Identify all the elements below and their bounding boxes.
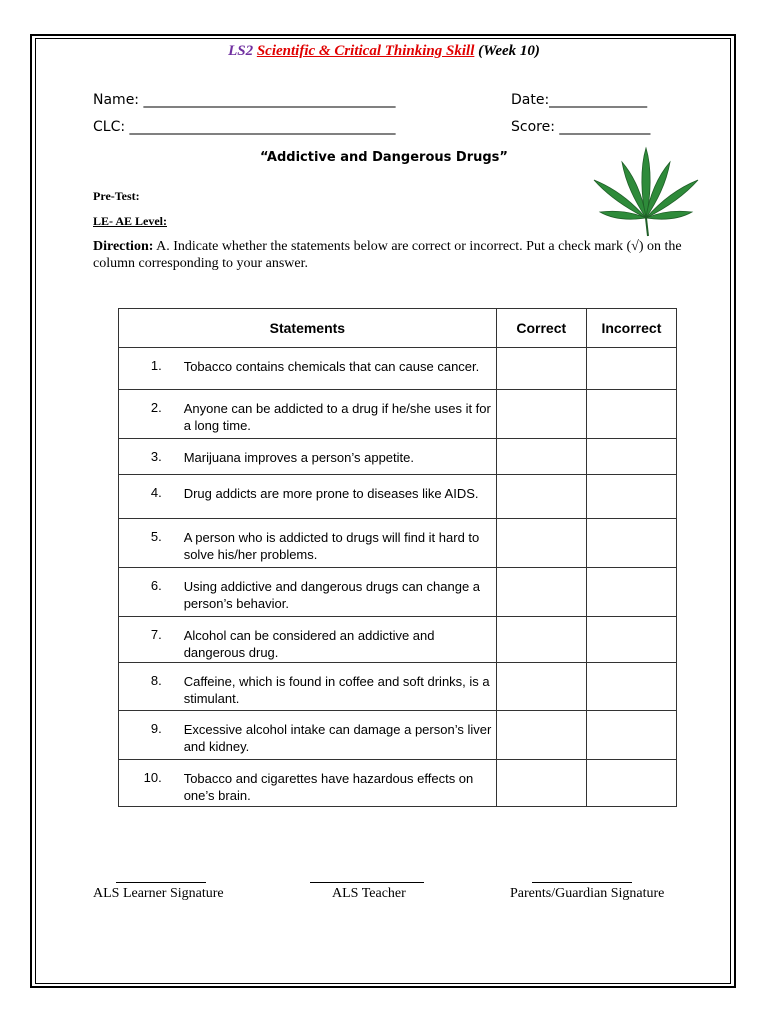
level-label: LE- AE Level: — [93, 214, 167, 228]
row-number: 8. — [119, 663, 176, 711]
parent-signature-label: Parents/Guardian Signature — [510, 886, 665, 901]
teacher-signature-label: ALS Teacher — [332, 886, 406, 901]
row-statement: Using addictive and dangerous drugs can change a person’s behavior. — [176, 568, 497, 617]
table-row — [119, 519, 677, 568]
table-row — [119, 475, 677, 519]
teacher-signature-line[interactable] — [310, 882, 424, 883]
direction-body: A. Indicate whether the statements below are correct or incorrect. Put a check mark (√) on the column corresponding to your answer. — [93, 239, 682, 271]
row-statement: Anyone can be addicted to a drug if he/she uses it for a long time. — [176, 390, 497, 439]
row-number: 6. — [119, 568, 176, 617]
table-row — [119, 348, 677, 390]
incorrect-cell[interactable] — [586, 760, 676, 807]
statements-table — [118, 308, 677, 807]
header-statements: Statements — [119, 309, 497, 348]
row-number: 7. — [119, 617, 176, 663]
direction-text — [93, 238, 705, 272]
table-row — [119, 663, 677, 711]
incorrect-cell[interactable] — [586, 568, 676, 617]
row-number: 4. — [119, 475, 176, 519]
incorrect-cell[interactable] — [586, 390, 676, 439]
worksheet-title — [0, 43, 768, 60]
table-row — [119, 711, 677, 760]
pretest-label: Pre-Test: — [93, 189, 140, 203]
correct-cell[interactable] — [496, 348, 586, 390]
correct-cell[interactable] — [496, 663, 586, 711]
row-statement: Marijuana improves a person’s appetite. — [176, 439, 497, 475]
row-number: 2. — [119, 390, 176, 439]
incorrect-cell[interactable] — [586, 519, 676, 568]
correct-cell[interactable] — [496, 760, 586, 807]
header-incorrect: Incorrect — [586, 309, 676, 348]
score-field[interactable]: Score: _____________ — [511, 119, 651, 135]
table-row — [119, 760, 677, 807]
table-row — [119, 568, 677, 617]
table-header-row — [119, 309, 677, 348]
incorrect-cell[interactable] — [586, 439, 676, 475]
correct-cell[interactable] — [496, 439, 586, 475]
row-number: 5. — [119, 519, 176, 568]
learner-signature-label: ALS Learner Signature — [93, 886, 224, 901]
title-skill: Scientific & Critical Thinking Skill — [256, 43, 475, 59]
correct-cell[interactable] — [496, 390, 586, 439]
row-number: 1. — [119, 348, 176, 390]
row-statement: A person who is addicted to drugs will find it hard to solve his/her problems. — [176, 519, 497, 568]
topic-title: “Addictive and Dangerous Drugs” — [260, 150, 508, 165]
incorrect-cell[interactable] — [586, 617, 676, 663]
incorrect-cell[interactable] — [586, 711, 676, 760]
header-correct: Correct — [496, 309, 586, 348]
correct-cell[interactable] — [496, 711, 586, 760]
table-row — [119, 617, 677, 663]
row-statement: Caffeine, which is found in coffee and soft drinks, is a stimulant. — [176, 663, 497, 711]
incorrect-cell[interactable] — [586, 475, 676, 519]
correct-cell[interactable] — [496, 568, 586, 617]
row-statement: Tobacco contains chemicals that can cause cancer. — [176, 348, 497, 390]
row-number: 9. — [119, 711, 176, 760]
correct-cell[interactable] — [496, 475, 586, 519]
learner-signature-line[interactable] — [116, 882, 206, 883]
row-statement: Drug addicts are more prone to diseases like AIDS. — [176, 475, 497, 519]
marijuana-leaf-icon — [588, 146, 704, 238]
row-statement: Excessive alcohol intake can damage a person’s liver and kidney. — [176, 711, 497, 760]
row-statement: Tobacco and cigarettes have hazardous effects on one’s brain. — [176, 760, 497, 807]
clc-field[interactable]: CLC: ______________________________________ — [93, 119, 396, 135]
direction-label: Direction: — [93, 239, 154, 254]
date-field[interactable]: Date:______________ — [511, 92, 648, 108]
parent-signature-line[interactable] — [532, 882, 632, 883]
title-week: (Week 10) — [478, 43, 540, 59]
table-row — [119, 390, 677, 439]
table-row — [119, 439, 677, 475]
title-ls2: LS2 — [228, 43, 254, 59]
row-number: 3. — [119, 439, 176, 475]
correct-cell[interactable] — [496, 617, 586, 663]
correct-cell[interactable] — [496, 519, 586, 568]
incorrect-cell[interactable] — [586, 348, 676, 390]
row-number: 10. — [119, 760, 176, 807]
incorrect-cell[interactable] — [586, 663, 676, 711]
row-statement: Alcohol can be considered an addictive and dangerous drug. — [176, 617, 497, 663]
name-field[interactable]: Name: ____________________________________ — [93, 92, 396, 108]
